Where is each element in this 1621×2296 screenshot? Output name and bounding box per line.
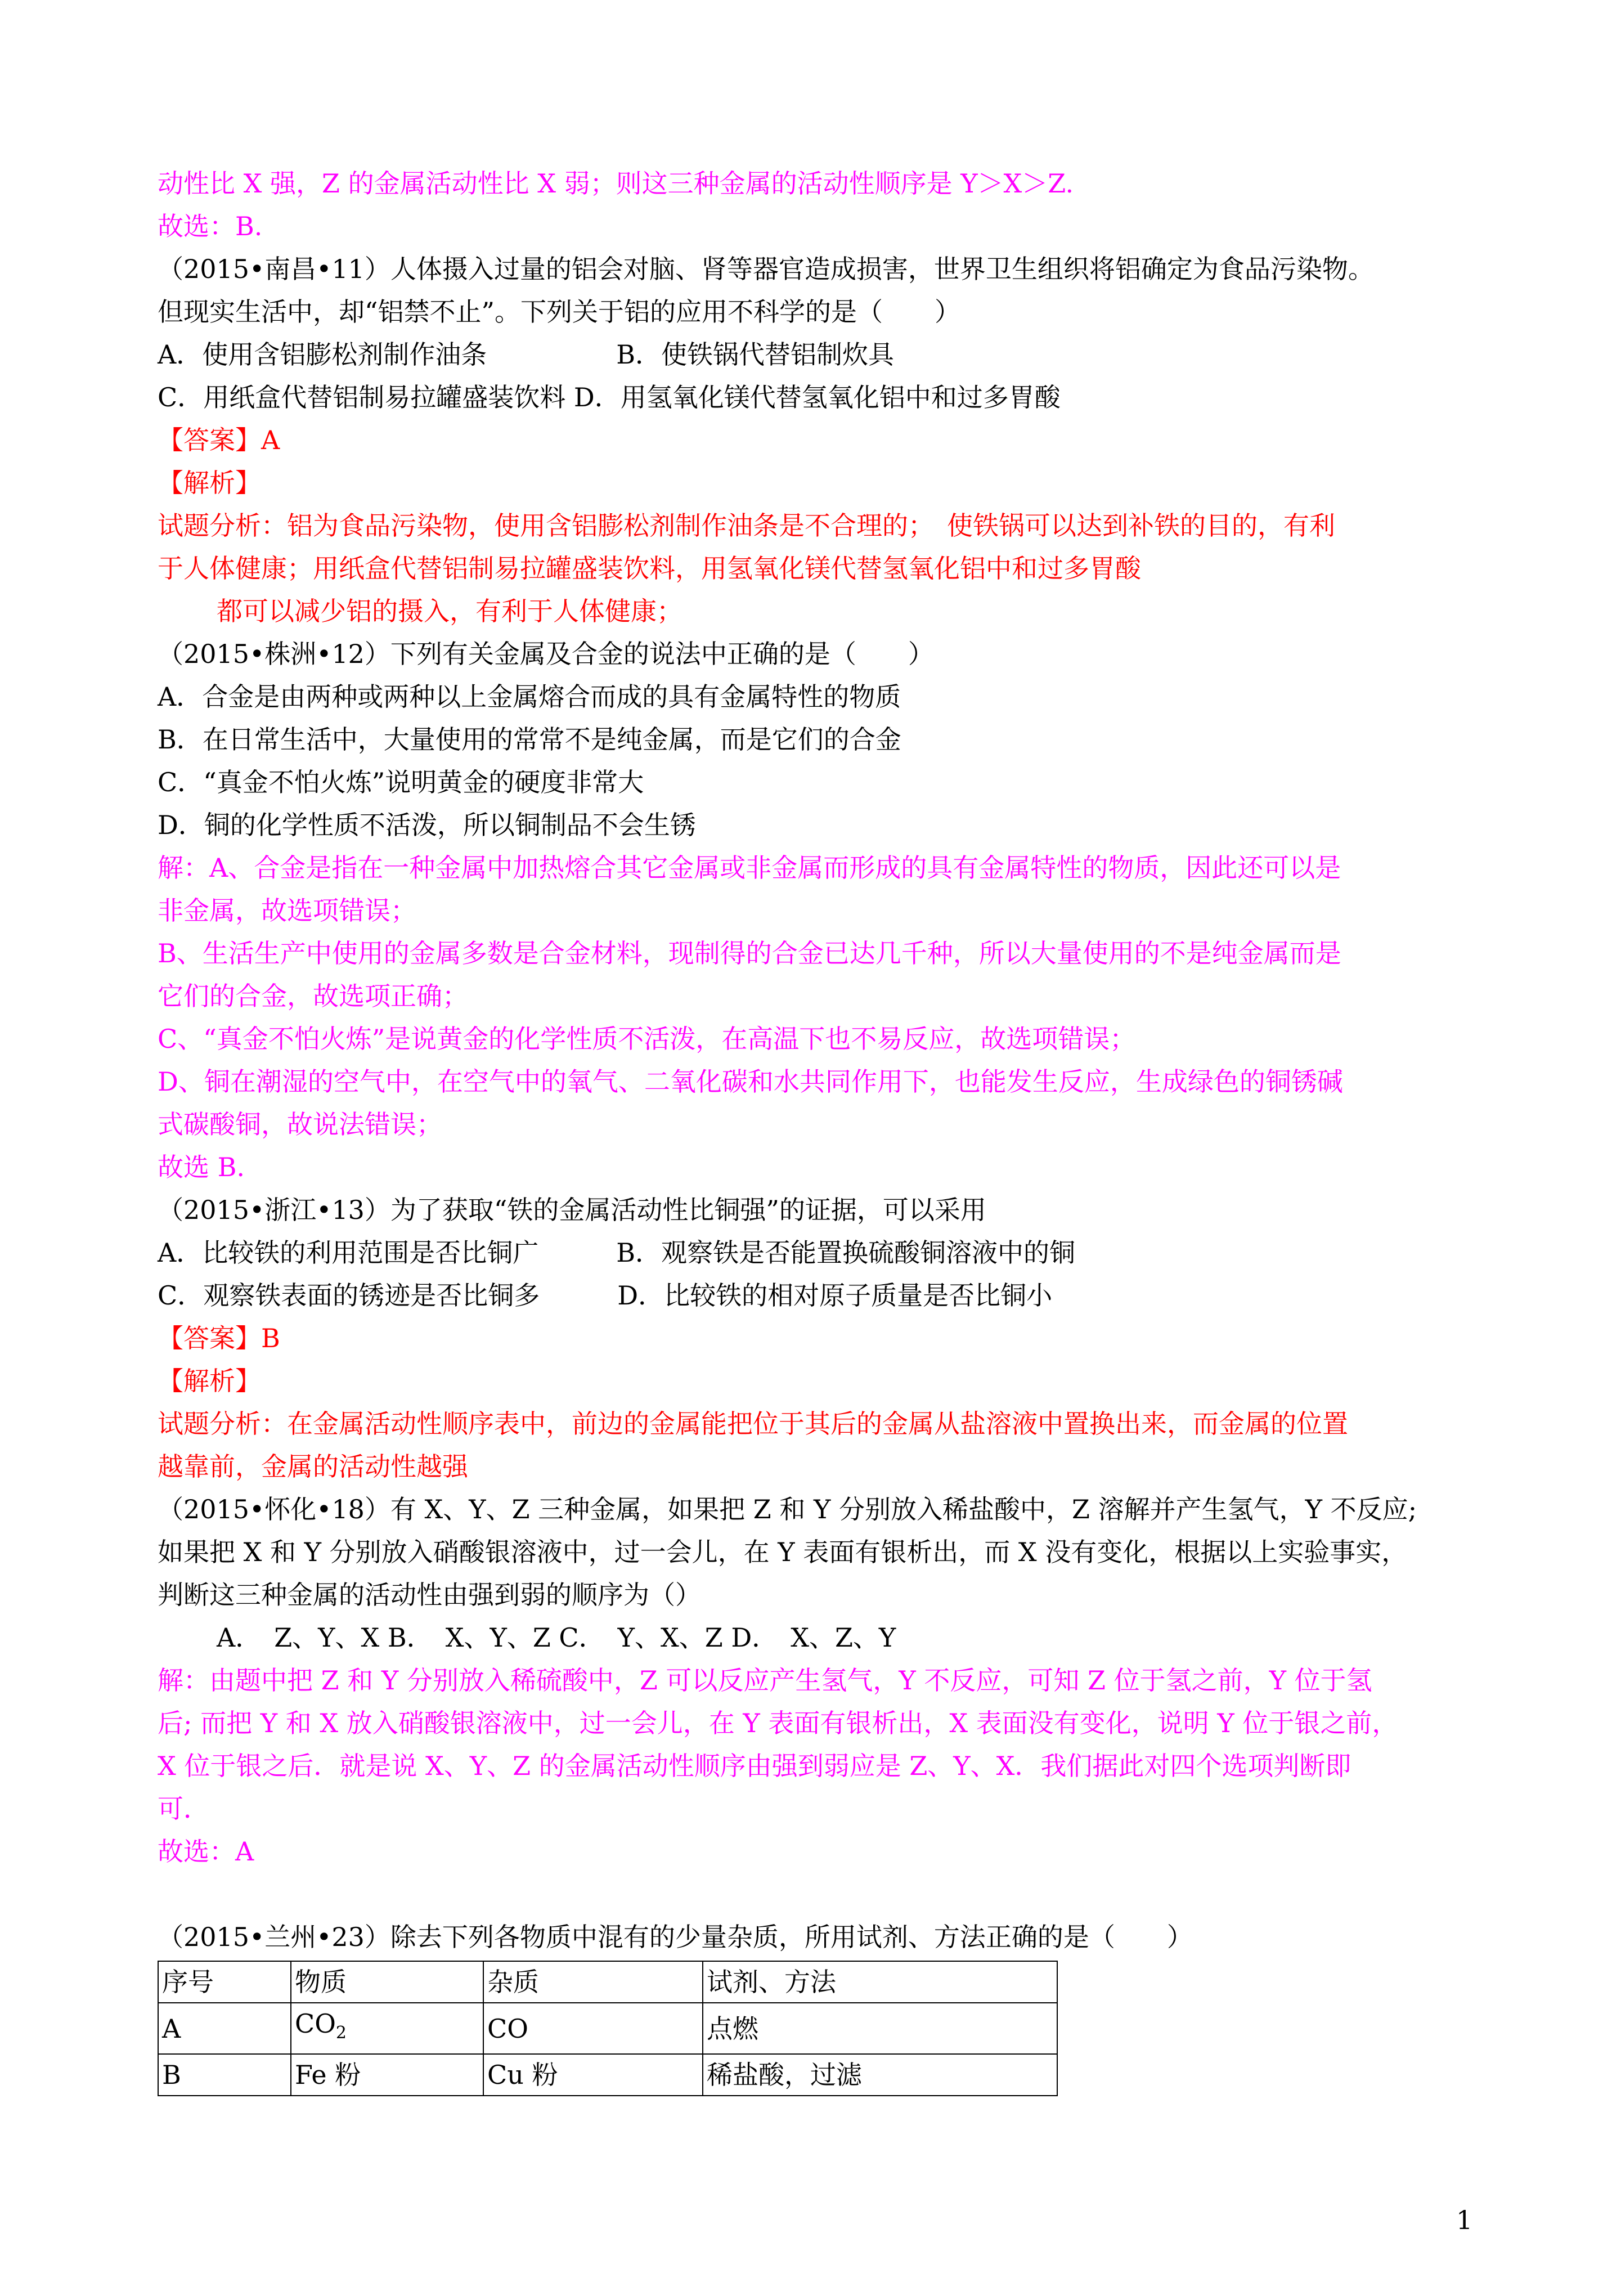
table-cell-formula: [291, 2003, 483, 2054]
solution-text: 解：A、合金是指在一种金属中加热熔合其它金属或非金属而形成的具有金属特性的物质，因此还可以是: [158, 853, 1341, 883]
text-line: 如果把 X 和 Y 分别放入硝酸银溶液中，过一会儿，在 Y 表面有银析出，而 X 没有变化，根据以上实验事实，: [158, 1537, 1408, 1567]
question-nanchang: （2015•南昌•11）人体摄入过量的铝会对脑、肾等器官造成损害，世界卫生组织将铝确定为食品污染物。: [158, 254, 1374, 284]
question-zhejiang: （2015•浙江•13）为了获取“铁的金属活动性比铜强”的证据，可以采用: [158, 1195, 986, 1225]
option-line: B．在日常生活中，大量使用的常常不是纯金属，而是它们的合金: [158, 724, 901, 755]
table-cell: 稀盐酸，过滤: [703, 2054, 1057, 2096]
table-row: [158, 2054, 1057, 2096]
table-header-cell: 试剂、方法: [703, 1961, 1057, 2003]
option-line: C．用纸盒代替铝制易拉罐盛装饮料 D．用氢氧化镁代替氢氧化铝中和过多胃酸: [158, 382, 1061, 412]
solution-text: 可．: [158, 1793, 209, 1824]
solution-text: C、“真金不怕火炼”是说黄金的化学性质不活泼，在高温下也不易反应，故选项错误；: [158, 1024, 1136, 1054]
table-cell: CO: [483, 2003, 703, 2054]
page-number: 1: [1456, 2205, 1473, 2235]
table-header-row: [158, 1961, 1057, 2003]
solution-text: B、生活生产中使用的金属多数是合金材料，现制得的合金已达几千种，所以大量使用的不是纯金属而是: [158, 938, 1341, 968]
analysis-text: 都可以减少铝的摄入，有利于人体健康；: [217, 596, 682, 626]
text-line: 故选：B.: [158, 211, 263, 241]
analysis-text: 试题分析：铝为食品污染物，使用含铝膨松剂制作油条是不合理的； 使铁锅可以达到补铁的目的，有利: [158, 510, 1335, 541]
question-huaihua: （2015•怀化•18）有 X、Y、Z 三种金属，如果把 Z 和 Y 分别放入稀盐酸中，Z 溶解并产生氢气，Y 不反应;: [158, 1494, 1417, 1524]
table-cell: A: [158, 2003, 291, 2054]
table-cell: B: [158, 2054, 291, 2096]
solution-text: 式碳酸铜，故说法错误；: [158, 1109, 442, 1140]
solution-text: 非金属，故选项错误；: [158, 895, 416, 926]
analysis-text: 于人体健康；用纸盒代替铝制易拉罐盛装饮料，用氢氧化镁代替氢氧化铝中和过多胃酸: [158, 553, 1141, 584]
option-line: A．合金是由两种或两种以上金属熔合而成的具有金属特性的物质: [158, 681, 901, 712]
analysis-label: 【解析】: [158, 468, 261, 498]
option-line: A．使用含铝膨松剂制作油条 B．使铁锅代替铝制炊具: [158, 339, 895, 370]
option-line: C．观察铁表面的锈迹是否比铜多 D．比较铁的相对原子质量是否比铜小: [158, 1280, 1053, 1311]
solution-text: X 位于银之后．就是说 X、Y、Z 的金属活动性顺序由强到弱应是 Z、Y、X．我们据此对四个选项判断即: [158, 1751, 1351, 1781]
solution-text: D、铜在潮湿的空气中，在空气中的氧气、二氧化碳和水共同作用下，也能发生反应，生成绿色的铜锈碱: [158, 1066, 1343, 1097]
table-cell: Cu 粉: [483, 2054, 703, 2096]
analysis-text: 试题分析：在金属活动性顺序表中，前边的金属能把位于其后的金属从盐溶液中置换出来，而金属的位置: [158, 1409, 1348, 1439]
table-row: [158, 2003, 1057, 2054]
formula-text: CO: [295, 2008, 336, 2039]
options-table: [158, 1961, 1058, 2096]
analysis-label: 【解析】: [158, 1366, 261, 1396]
solution-text: 解：由题中把 Z 和 Y 分别放入稀硫酸中，Z 可以反应产生氢气，Y 不反应，可知 Z 位于氢之前，Y 位于氢: [158, 1665, 1372, 1696]
answer-label: 【答案】A: [158, 425, 280, 455]
text-line: 但现实生活中，却“铝禁不止”。下列关于铝的应用不科学的是（ ）: [158, 297, 961, 327]
option-line: C．“真金不怕火炼”说明黄金的硬度非常大: [158, 767, 644, 797]
solution-choice: 故选 B.: [158, 1152, 245, 1182]
text-line: 动性比 X 强，Z 的金属活动性比 X 弱；则这三种金属的活动性顺序是 Y＞X＞Z.: [158, 168, 1074, 199]
option-line: D．铜的化学性质不活泼，所以铜制品不会生锈: [158, 810, 696, 840]
solution-choice: 故选：A: [158, 1836, 254, 1867]
table-header-cell: 杂质: [483, 1961, 703, 2003]
text-line: 判断这三种金属的活动性由强到弱的顺序为（）: [158, 1580, 701, 1610]
formula-subscript: 2: [335, 2023, 347, 2043]
analysis-text: 越靠前，金属的活动性越强: [158, 1451, 468, 1482]
table-cell: 点燃: [703, 2003, 1057, 2054]
question-zhuzhou: （2015•株洲•12）下列有关金属及合金的说法中正确的是（ ）: [158, 639, 934, 669]
solution-text: 后; 而把 Y 和 X 放入硝酸银溶液中，过一会儿，在 Y 表面有银析出，X 表面没有变化，说明 Y 位于银之前，: [158, 1708, 1398, 1738]
answer-label: 【答案】B: [158, 1323, 280, 1353]
table-header-cell: 序号: [158, 1961, 291, 2003]
table-header-cell: 物质: [291, 1961, 483, 2003]
option-line: A． Z、Y、X B． X、Y、Z C． Y、X、Z D． X、Z、Y: [217, 1622, 896, 1653]
option-line: A．比较铁的利用范围是否比铜广 B．观察铁是否能置换硫酸铜溶液中的铜: [158, 1237, 1076, 1268]
table-cell: Fe 粉: [291, 2054, 483, 2096]
question-lanzhou: （2015•兰州•23）除去下列各物质中混有的少量杂质，所用试剂、方法正确的是（ ）: [158, 1922, 1193, 1952]
solution-text: 它们的合金，故选项正确；: [158, 981, 468, 1011]
